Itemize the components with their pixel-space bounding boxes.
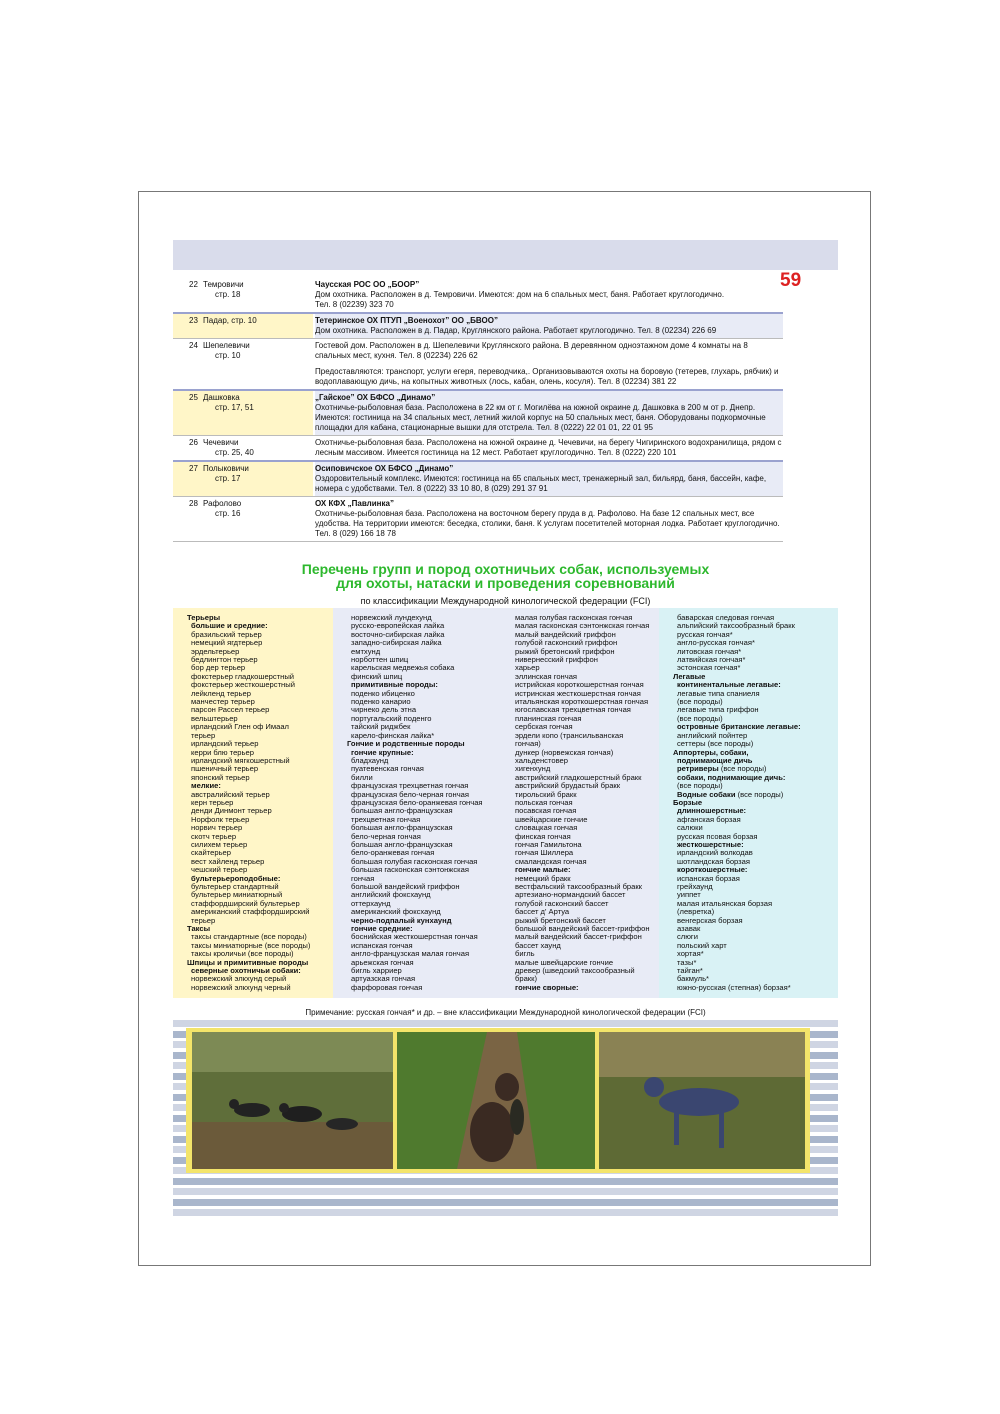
breed-item: хальденстовер [515,755,568,765]
breed-item: сеттеры (все породы) [677,739,754,749]
breed-item: чирнеко дель этна [351,705,417,715]
breed-item: скотч терьер [191,831,237,841]
breed-item: большая гасконская сэнтонжская [351,865,469,875]
breed-item: арьежская гончая [351,957,414,967]
breed-item: терьер [191,915,216,925]
breed-item: норвежский элкхунд серый [191,974,287,984]
entry-place-name: Рафолово [203,499,242,508]
breed-item: эрдельтерьер [191,646,240,656]
entry-title: Чаусская РОС ОО „БООР” [315,280,420,289]
breed-item: грейхаунд [677,882,713,891]
breed-item: фарфоровая гончая [351,982,423,992]
entry-body [315,462,783,496]
breed-item: малый вандейский бассет-гриффон [515,932,642,942]
entry-separator [173,541,783,542]
header-band [173,240,838,270]
breed-item: (все породы) [677,781,723,791]
breed-item: фокстерьер жесткошерстный [191,680,295,690]
breed-item: бор дер терьер [191,663,246,673]
breed-item: венгерская борзая [677,915,743,925]
breed-item: примитивные породы: [351,680,438,690]
entry-number: 27 [189,464,198,473]
breed-item: азавак [677,924,701,934]
entry-place-name: Падар, стр. 10 [203,316,257,325]
breed-item: польский харт [677,940,727,950]
breed-item: бразильский терьер [191,629,262,639]
breed-item: бакмуль* [677,974,709,984]
breed-item: итальянская короткошерстная гончая [515,697,649,707]
breed-item: гончая Гамильтона [515,839,582,849]
lodging-list [173,278,783,542]
breed-item: лейкленд терьер [191,688,251,698]
breed-item: южно-русская (степная) борзая* [677,982,791,992]
breed-item: емтхунд [351,646,381,656]
entry-text: Предоставляются: транспорт, услуги егеря, переводчика,. Организовываются охоты на боровую (тетерев, глухарь, рябчик) и водоплавающую дичь, на копытных животных (лось, кабан, олень, косуля). Тел. 8 (02234) 381 22 [315,367,779,386]
entry-place [203,464,283,484]
breed-item: норботтен шпиц [351,655,409,665]
breed-item: денди Динмонт терьер [191,806,272,816]
breed-item: голубой гасконский бассет [515,898,609,908]
breed-item: поднимающие дичь [677,755,753,765]
entry-page-ref: стр. 10 [215,351,241,360]
breed-item: континентальные легавые: [677,680,781,690]
breed-item: поденко ибиценко [351,688,415,698]
breed-item: норвежский лундехунд [351,613,432,622]
breed-item: немецкий бракк [515,873,571,883]
entry-title: ОХ КФХ „Павлинка” [315,499,394,508]
breed-item: австрийский брудастый бракк [515,781,621,791]
breed-item: Терьеры [187,613,221,622]
breed-item: финский шпиц [351,671,403,681]
breed-item: хортая* [677,949,704,959]
breed-item: тайский риджбек [351,722,411,732]
breed-item: русская гончая* [677,629,733,639]
entry-text: Дом охотника. Расположен в д. Темровичи. Имеются: дом на 6 спальных мест, баня. Работает круглогодично. [315,290,725,299]
breed-item: бракк) [515,974,537,984]
breed-item: бультерьер стандартный [191,882,279,891]
breed-item: тирольский бракк [515,789,577,799]
breed-item: австралийский терьер [191,789,270,799]
entry-page-ref: стр. 25, 40 [215,448,254,457]
breed-group-rest: (все породы) [735,789,784,799]
breed-item: западно-сибирская лайка [351,638,442,648]
breed-item: литовская гончая* [677,646,742,656]
breed-item: шотландская борзая [677,856,750,866]
entry-body [315,391,783,435]
breed-item: бело-оранжевая гончая [351,848,435,858]
breed-item: дункер (норвежская гончая) [515,747,614,757]
breed-item: трехцветная гончая [351,814,421,824]
page-number: 59 [780,270,802,291]
entry-text: Дом охотника. Расположен в д. Падар, Круглянского района. Работает круглогодично. Тел. 8 (02234) 226 69 [315,326,717,335]
breed-item: бело-черная гончая [351,831,421,841]
breed-item: французская трехцветная гончая [351,781,469,791]
breed-item: ирландский мягкошерстный [191,755,290,765]
entry-place-name: Дашковка [203,393,240,402]
breed-item: стаффордширский бультерьер [191,898,300,908]
breed-item: финская гончая [515,831,571,841]
entry-page-ref: стр. 18 [215,290,241,299]
breed-item: русско-европейская лайка [351,621,445,631]
breed-item: ирландский волкодав [677,848,753,858]
breed-item: эстонская гончая* [677,663,741,673]
breed-item: большой вандейский бассет-гриффон [515,924,650,934]
breed-item: афганская борзая [677,814,741,824]
breed-item: рыжий бретонский гриффон [515,646,615,656]
breed-item: поденко канарио [351,697,411,707]
breed-item: фокстерьер гладкошерстный [191,671,295,681]
breed-item: голубой гасконский гриффон [515,638,618,648]
breed-item: Легавые [673,671,706,681]
entry-number: 24 [189,341,198,350]
breed-item: эллинская гончая [515,671,578,681]
breed-item: альпийский таксообразный бракк [677,621,795,631]
breed-item: манчестер терьер [191,697,255,707]
breed-item: артезиано-нормандский бассет [515,890,626,900]
breed-item: бультерьероподобные: [191,873,281,883]
breed-item: испанская гончая [351,940,413,950]
list-subtitle: по классификации Международной кинологической федерации (FCI) [360,596,651,606]
breed-item: парсон Рассел терьер [191,705,270,715]
breed-item: ирландский Глен оф Имаал [191,722,289,732]
entry-text: Оздоровительный комплекс. Имеются: гостиница на 65 спальных мест, тренажерный зал, бильярд, баня, бассейн, кафе, номера с удобствами. Тел. 8 (0222) 33 10 80, 8 (029) 291 37 91 [315,474,767,493]
breed-item: терьер [191,730,216,740]
breed-item: словацкая гончая [515,823,578,833]
breed-item: короткошерстные: [677,865,748,875]
breed-item: гончие средние: [351,924,413,934]
photo-dog-with-bird [397,1032,595,1169]
photo-dogs-running-field [192,1032,393,1169]
breed-item: рыжий бретонский бассет [515,915,606,925]
entry-place-name: Полыковичи [203,464,249,473]
breed-item: (левретка) [677,907,715,917]
entry-text: Охотничье-рыболовная база. Расположена на восточном берегу пруда в д. Рафолово. На базе 12 спальных мест, все удобства. На территории имеются: беседка, столики, баня. К услугам посетителей моторная лодка. Работает круглогодично. Тел. 8 (029) 166 18 78 [315,509,780,538]
breed-item: карельская медвежья собака [351,663,455,673]
breed-item: истрийская короткошерстная гончая [515,680,644,690]
breed-item: бигль харриер [351,966,402,976]
entry-text: Гостевой дом. Расположен в д. Шепелевичи Круглянского района. В деревянном одноэтажном доме 4 комнаты на 8 спальных мест, кухня. Тел. 8 (02234) 226 62 [315,341,748,360]
entry-number: 25 [189,393,198,402]
breed-item: пшеничный терьер [191,764,259,774]
entry-title: „Гайское” ОХ БФСО „Динамо” [315,393,436,402]
breed-item: гончая) [515,739,541,749]
breed-item: карело-финская лайка* [351,730,435,740]
breed-item: Шпицы и примитивные породы [187,957,309,967]
breed-item: португальский поденго [351,713,432,723]
entry-number: 28 [189,499,198,508]
breed-item: вест хайленд терьер [191,856,265,866]
entry-place [203,280,283,300]
breed-item: американский стаффордширский [191,907,310,917]
entry-page-ref: стр. 17, 51 [215,403,254,412]
breed-item: Аппортеры, собаки, [673,747,749,757]
breed-item: бигль [515,949,535,959]
breed-item: немецкий ягдтерьер [191,638,263,648]
breed-group-bold: ретриверы [677,764,719,774]
entry-body [315,314,783,338]
breed-item: керри блю терьер [191,747,254,757]
breed-item: таксы кроличьи (все породы) [191,949,294,959]
breed-item: чешский терьер [191,865,248,875]
list-title-line-1: Перечень групп и пород охотничьих собак, используемых [301,561,710,577]
breed-item: (все породы) [677,713,723,723]
entry-number: 22 [189,280,198,289]
breed-column-2 [333,608,497,998]
breed-group-rest: (все породы) [718,764,767,774]
entry-place [203,499,283,519]
breed-item: планинская гончая [515,713,582,723]
lodging-entry [173,436,783,460]
entry-text: Охотничье-рыболовная база. Расположена на южной окраине д. Чечевичи, на берегу Чигиринского водохранилища, рядом с лесным массивом. Имеется гостиница на 12 мест. Работает круглогодично. Тел. 8 (0222) 220 101 [315,438,782,457]
breed-item: пуатевенская гончая [351,764,424,774]
breed-item: английский фоксхаунд [351,890,431,900]
entry-page-ref: стр. 16 [215,509,241,518]
entry-text: Охотничье-рыболовная база. Расположена в 22 км от г. Могилёва на южной окраине д. Дашковка в 200 м от р. Днепр. Имеются: гостиница на 34 спальных мест, летний жилой корпус на 50 спальных мест, баня. Оборудованы подкормочные площадки для кабана, стационарные вышки для отстрела. Тел. 8 (0222) 22 01 01, 22 01 95 [315,403,766,432]
breed-item: вестфальский таксообразный бракк [515,882,643,891]
breed-item: швейцарские гончие [515,814,588,824]
breed-item: бультерьер миниатюрный [191,890,283,900]
breed-item: артуазская гончая [351,974,416,984]
footnote: Примечание: русская гончая* и др. – вне классификации Международной кинологической федерации (FCI) [305,1008,706,1017]
entry-place [203,438,283,458]
breed-item: легавые типа спаниеля [677,688,760,698]
breed-item: тайган* [677,966,703,976]
breed-item: островные британские легавые: [677,722,801,732]
entry-body [315,278,783,312]
breed-item: большая голубая гасконская гончая [351,856,478,866]
entry-place-name: Чечевичи [203,438,239,447]
breed-item: билли [351,772,373,782]
breed-item: гончая [351,873,375,883]
entry-place-name: Шепелевичи [203,341,250,350]
entry-title: Осиповичское ОХ БФСО „Динамо” [315,464,454,473]
breed-item: восточно-сибирская лайка [351,629,445,639]
breed-item: французская бело-черная гончая [351,789,470,799]
list-title-line-2: для охоты, натаски и проведения соревнований [336,575,675,591]
breed-item: баварская следовая гончая [677,613,775,622]
breed-item: керн терьер [191,797,234,807]
breed-item: большая англо-французская [351,823,453,833]
entry-body [315,436,783,460]
breed-item: сербская гончая [515,722,573,732]
breed-item: тазы* [677,957,697,967]
breed-item: бладхаунд [351,755,389,765]
breed-item: смаландская гончая [515,856,587,866]
breed-item: австрийский гладкошерстный бракк [515,772,642,782]
breed-item: японский терьер [191,772,250,782]
entry-number: 26 [189,438,198,447]
breed-item: польская гончая [515,797,573,807]
breed-item: Норфолк терьер [191,814,250,824]
breed-item: скайтерьер [191,848,231,858]
breed-item: англо-французская малая гончая [351,949,470,959]
breed-item: вельштерьер [191,713,238,723]
breed-item: боснийская жесткошерстная гончая [351,932,478,942]
breed-item: северные охотничьи собаки: [191,966,301,976]
entry-body [315,497,783,541]
breed-item: салюки [677,823,703,833]
breed-column-1 [173,608,333,998]
breed-item: Борзые [673,797,703,807]
breed-item: нивернесский гриффон [515,655,598,665]
breed-item: древер (шведский таксообразный [515,966,635,976]
breed-item: англо-русская гончая* [677,638,755,648]
lodging-entry [173,339,783,389]
lodging-entry [173,278,783,312]
breed-item: бассет хаунд [515,940,561,950]
breed-item: малая итальянская борзая [677,898,773,908]
breed-item: истринская жесткошерстная гончая [515,688,641,698]
lodging-entry [173,391,783,435]
breed-item: американский фоксхаунд [351,907,441,917]
entry-body [315,339,783,389]
breed-item: большая англо-французская [351,806,453,816]
breed-item: эрдели копо (трансильванская [515,730,624,740]
entry-number: 23 [189,316,198,325]
entry-place [203,316,283,326]
breed-column-4 [659,608,838,998]
breed-item: большие и средние: [191,621,268,631]
breed-item: большой вандейский гриффон [351,882,460,891]
breed-item: большая англо-французская [351,839,453,849]
breed-item: гончие крупные: [351,747,414,757]
breed-item: Гончие и родственные породы [347,739,465,749]
entry-page-ref: стр. 17 [215,474,241,483]
breed-item: малые швейцарские гончие [515,957,614,967]
entry-title: Тетеринское ОХ ПТУП „Военохот” ОО „БВОО” [315,316,498,325]
breed-item: харьер [515,663,540,673]
breed-item: норвежский элкхунд черный [191,982,291,992]
breed-item: собаки, поднимающие дичь: [677,772,786,782]
breed-item: жесткошерстные: [677,839,744,849]
breed-item: испанская борзая [677,873,740,883]
breed-item: норвич терьер [191,823,243,833]
breed-item: легавые типа гриффон [677,705,759,715]
breed-item: таксы миниатюрные (все породы) [191,940,311,950]
lodging-entry [173,314,783,338]
entry-place-name: Темровичи [203,280,244,289]
photo-pointer-standing [599,1032,805,1169]
lodging-entry [173,497,783,541]
breed-item: оттерхаунд [351,898,391,908]
breed-item: гончие сворные: [515,982,579,992]
breed-item: малый вандейский гриффон [515,629,616,639]
breed-item: бедлингтон терьер [191,655,258,665]
lodging-entry [173,462,783,496]
breed-item: латвийская гончая* [677,655,746,665]
breed-item: посавская гончая [515,806,577,816]
breed-item: гончая Шиллера [515,848,574,858]
breed-item: французская бело-оранжевая гончая [351,797,483,807]
breed-item: малая голубая гасконская гончая [515,613,633,622]
breed-item: английский пойнтер [677,730,748,740]
breed-item: черно-подпалый кунхаунд [351,915,452,925]
breed-item: (все породы) [677,697,723,707]
breed-item: бассет д' Артуа [515,907,570,917]
entry-text: Тел. 8 (02239) 323 70 [315,300,394,309]
breed-item: таксы стандартные (все породы) [191,932,307,942]
breed-item: мелкие: [191,781,221,791]
breed-item: Таксы [187,924,211,934]
breed-item: хигенхунд [515,764,551,774]
breed-item: югославская трехцветная гончая [515,705,631,715]
breed-group-bold: Водные собаки [677,789,736,799]
breed-item: малая гасконская сэнтонжская гончая [515,621,650,631]
breed-item: ирландский терьер [191,739,259,749]
breed-item: слюги [677,932,698,942]
list-title [173,562,838,590]
entry-place [203,341,283,361]
breed-item: русская псовая борзая [677,831,758,841]
breed-item: силихем терьер [191,839,248,849]
breed-column-3 [497,608,659,998]
entry-place [203,393,283,413]
breed-item: уиппет [677,890,701,900]
breed-item: гончие малые: [515,865,571,875]
breed-item: длинношерстные: [677,806,747,816]
